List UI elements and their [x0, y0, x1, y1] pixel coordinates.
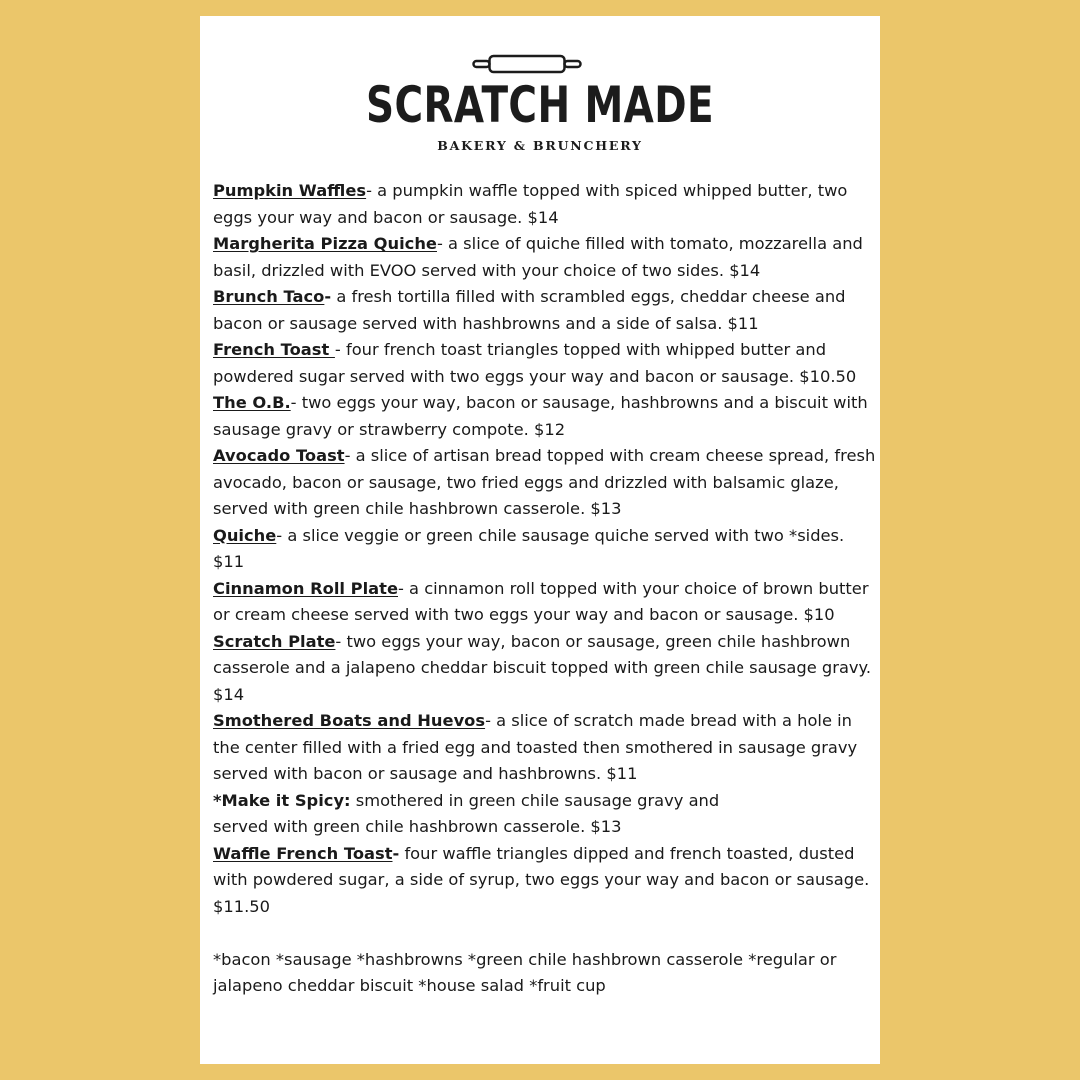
menu-item-description: a fresh tortilla filled with scrambled eggs, cheddar cheese and bacon or sausage served with hashbrowns and a side of salsa. $11 — [213, 287, 846, 333]
menu-item-separator: - — [324, 287, 332, 306]
menu-item-name: Cinnamon Roll Plate — [213, 578, 398, 598]
menu-item-description: - a slice of scratch made bread with a hole in the center filled with a fried egg and toasted then smothered in sausage gravy served with bacon or sausage and hashbrowns. $11 — [213, 711, 858, 783]
menu-item-name: The O.B. — [213, 393, 291, 412]
menu-item-name: Brunch Taco — [213, 287, 325, 306]
spicy-option-line-2: served with green chile hashbrown casserole. $13 — [213, 817, 622, 836]
menu-list — [213, 178, 878, 1000]
sides-list: *bacon *sausage *hashbrowns *green chile hashbrown casserole *regular or jalapeno cheddar biscuit *house salad *fruit cup — [213, 949, 837, 995]
menu-card — [200, 16, 880, 1064]
menu-item-separator: - — [392, 843, 400, 863]
menu-item — [213, 841, 878, 921]
menu-item-description: - a pumpkin waffle topped with spiced whipped butter, two eggs your way and bacon or sausage. $14 — [213, 181, 848, 227]
brand-name: SCRATCH MADE — [365, 76, 715, 134]
menu-item-description: - a slice of artisan bread topped with cream cheese spread, fresh avocado, bacon or sausage, two fried eggs and drizzled with balsamic glaze, served with green chile hashbrown casserole. $13 — [213, 446, 876, 518]
rolling-pin-icon — [472, 54, 582, 74]
menu-item — [213, 231, 878, 284]
menu-item — [213, 576, 878, 629]
menu-item-name: Avocado Toast — [213, 446, 345, 465]
menu-item — [213, 523, 878, 576]
menu-item — [213, 629, 878, 709]
menu-item-name: Pumpkin Waffles — [213, 181, 367, 200]
spicy-option-line-1: smothered in green chile sausage gravy and — [350, 790, 720, 810]
menu-item-name: Smothered Boats and Huevos — [213, 711, 486, 730]
menu-item-name: French Toast — [213, 340, 335, 359]
menu-item-name: Quiche — [213, 525, 277, 545]
menu-item-description: - two eggs your way, bacon or sausage, hashbrowns and a biscuit with sausage gravy or strawberry compote. $12 — [213, 393, 868, 439]
menu-item-description: - a slice of quiche filled with tomato, mozzarella and basil, drizzled with EVOO served with your choice of two sides. $14 — [213, 234, 863, 280]
menu-item — [213, 708, 878, 788]
menu-item-description: - a slice veggie or green chile sausage quiche served with two *sides. $11 — [213, 525, 845, 571]
spicy-option-label: *Make it Spicy: — [213, 790, 351, 810]
menu-item-name: Margherita Pizza Quiche — [213, 234, 437, 253]
menu-item-description: - four french toast triangles topped with whipped butter and powdered sugar served with two eggs your way and bacon or sausage. $10.50 — [213, 340, 857, 386]
menu-item-description: four waffle triangles dipped and french toasted, dusted with powdered sugar, a side of syrup, two eggs your way and bacon or sausage. $11.50 — [213, 843, 870, 916]
menu-item — [213, 390, 878, 443]
menu-item-description: - two eggs your way, bacon or sausage, green chile hashbrown casserole and a jalapeno cheddar biscuit topped with green chile sausage gravy. $14 — [213, 631, 872, 704]
menu-item — [213, 337, 878, 390]
menu-item — [213, 178, 878, 231]
menu-item-name: Waffle French Toast — [213, 843, 393, 863]
menu-item-name: Scratch Plate — [213, 631, 336, 651]
brand-tagline: BAKERY & BRUNCHERY — [437, 138, 643, 153]
menu-item — [213, 284, 878, 337]
spicy-option — [213, 788, 878, 841]
menu-item — [213, 443, 878, 523]
menu-item-description: - a cinnamon roll topped with your choice of brown butter or cream cheese served with two eggs your way and bacon or sausage. $10 — [213, 578, 869, 624]
